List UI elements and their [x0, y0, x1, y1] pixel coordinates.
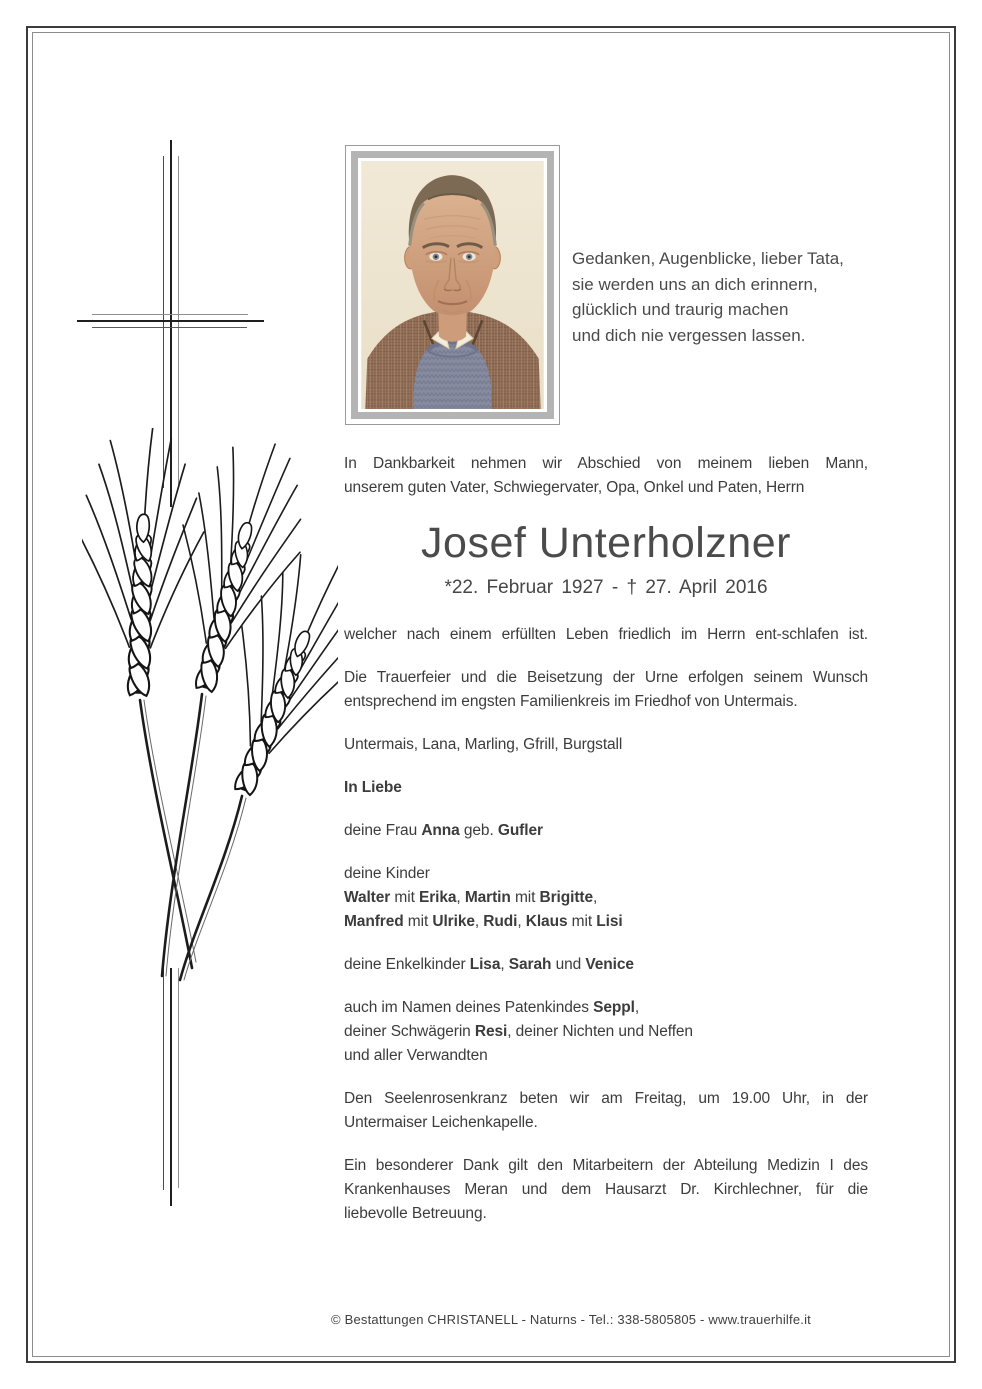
text-segment: ,: [592, 889, 598, 906]
family-member-name: Seppl: [593, 999, 635, 1016]
funeral-line-1: Die Trauerfeier und die Beisetzung der Urne erfolgen seinem Wunsch: [344, 669, 868, 686]
text-segment: mit: [403, 913, 433, 930]
family-member-name: Anna: [421, 822, 460, 839]
thanks-line-1: Ein besonderer Dank gilt den Mitarbeitern der Abteilung Medizin I des: [344, 1157, 868, 1174]
text-segment: geb.: [459, 822, 498, 839]
quote-line: sie werden uns an dich erinnern,: [572, 274, 818, 294]
text-segment: ,: [456, 889, 465, 906]
family-member-name: Ulrike: [432, 913, 475, 930]
text-segment: mit: [390, 889, 419, 906]
text-segment: ,: [474, 913, 484, 930]
text-segment: und: [551, 956, 586, 973]
memorial-quote: [572, 246, 902, 348]
sister-in-law-line: [344, 1020, 868, 1044]
family-member-name: Manfred: [344, 913, 404, 930]
thanks-line-3: liebevolle Betreuung.: [344, 1205, 487, 1222]
funeral-line-2: entsprechend im engsten Familienkreis im Friedhof von Untermais.: [344, 693, 798, 710]
text-segment: deine Frau: [344, 822, 422, 839]
cross-line: [170, 968, 172, 1206]
family-member-name: Resi: [474, 1023, 508, 1040]
deceased-dates: *22. Februar 1927 - † 27. April 2016: [444, 577, 768, 598]
family-member-name: Klaus: [525, 913, 568, 930]
places-line: Untermais, Lana, Marling, Gfrill, Burgstall: [344, 736, 623, 753]
godchild-line: [344, 996, 868, 1020]
portrait-photo: [361, 161, 544, 409]
text-segment: ,: [500, 956, 509, 973]
cross-line: [92, 327, 247, 328]
family-member-name: Venice: [585, 956, 634, 973]
family-member-name: Lisi: [596, 913, 623, 930]
text-segment: , deiner Nichten und Neffen: [507, 1023, 693, 1040]
family-member-name: Erika: [418, 889, 457, 906]
grandchildren-line: [344, 953, 868, 977]
intro-line-1: In Dankbarkeit nehmen wir Abschied von meinem lieben Mann,: [344, 455, 868, 472]
family-member-name: Walter: [344, 889, 391, 906]
wheat-svg: [82, 428, 338, 994]
cross-line: [77, 320, 264, 322]
text-segment: deine Enkelkinder: [344, 956, 470, 973]
intro-line-2: unserem guten Vater, Schwiegervater, Opa, Onkel und Paten, Herrn: [344, 479, 805, 496]
in-liebe-line: In Liebe: [344, 779, 402, 796]
text-segment: auch im Namen deines Patenkindes: [344, 999, 594, 1016]
portrait-photo-frame: [345, 145, 560, 425]
obituary-text: [344, 452, 868, 1226]
quote-line: Gedanken, Augenblicke, lieber Tata,: [572, 249, 844, 268]
children-line-2: [344, 910, 868, 934]
rosary-line-1: Den Seelenrosenkranz beten wir am Freitag, um 19.00 Uhr, in der: [344, 1090, 868, 1107]
wheat-illustration: [82, 428, 338, 994]
funeral-home-footer: © Bestattungen CHRISTANELL - Naturns - Tel.: 338-5805805 - www.trauerhilfe.it: [331, 1312, 811, 1327]
family-member-name: Martin: [464, 889, 511, 906]
family-member-name: Lisa: [469, 956, 501, 973]
family-member-name: Gufler: [497, 822, 543, 839]
portrait-photo-mat: [351, 151, 554, 419]
cross-line: [92, 314, 248, 315]
rosary-line-2: Untermaiser Leichenkapelle.: [344, 1114, 538, 1131]
deceased-name: Josef Unterholzner: [421, 519, 791, 567]
wife-line: [344, 819, 868, 843]
text-segment: mit: [567, 913, 597, 930]
children-line-1: [344, 886, 868, 910]
children-label: deine Kinder: [344, 865, 430, 882]
cross-line: [178, 968, 179, 1188]
thanks-line-2: Krankenhauses Meran und dem Hausarzt Dr. Kirchlechner, für die: [344, 1181, 868, 1198]
quote-line: und dich nie vergessen lassen.: [572, 325, 806, 345]
family-member-name: Sarah: [508, 956, 552, 973]
passing-line: welcher nach einem erfüllten Leben friedlich im Herrn ent-schlafen ist.: [344, 626, 868, 643]
family-member-name: Rudi: [483, 913, 518, 930]
text-segment: ,: [634, 999, 640, 1016]
text-segment: deiner Schwägerin: [344, 1023, 475, 1040]
text-segment: ,: [517, 913, 526, 930]
quote-line: glücklich und traurig machen: [572, 300, 789, 319]
relatives-line: und aller Verwandten: [344, 1047, 488, 1064]
family-member-name: Brigitte: [539, 889, 593, 906]
cross-line: [163, 968, 164, 1190]
text-segment: mit: [510, 889, 540, 906]
